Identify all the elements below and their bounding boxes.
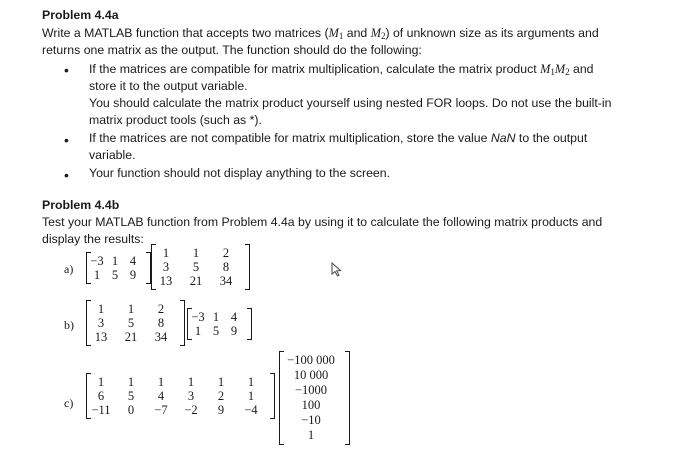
matrix-a-right-cell: 34 [219, 274, 233, 288]
matrix-c-left-cell: 0 [127, 403, 135, 417]
bullet-2-text-b: to the output [515, 131, 588, 145]
m1-symbol: M [328, 26, 339, 40]
product-m1: M [540, 62, 551, 76]
matrix-a-right-cell: 1 [162, 246, 170, 260]
matrix-a-right-cell: 5 [192, 260, 200, 274]
bullet-2-line-1 [89, 131, 587, 145]
matrix-c-left-cell: −11 [91, 403, 111, 417]
bullet-1-line-3: You should calculate the matrix product yourself using nested FOR loops. Do not use the built-in [89, 96, 612, 110]
problem-4-4a-heading: Problem 4.4a [42, 8, 119, 22]
matrix-c-left-cell: 1 [97, 375, 105, 389]
matrix-b-left-cell: 2 [157, 302, 165, 316]
intro-line-2: returns one matrix as the output. The function should do the following: [42, 43, 422, 57]
matrix-b-right-cell: 9 [230, 324, 238, 338]
matrix-c-left-cell: 1 [157, 375, 165, 389]
matrix-a-right-right-bracket [245, 244, 250, 290]
label-a: a) [64, 262, 74, 276]
label-c: c) [64, 396, 74, 410]
bullet-1-line-4: matrix product tools (such as *). [89, 113, 262, 127]
part-b-line-2: display the results: [42, 232, 144, 246]
intro-and: and [343, 26, 371, 40]
bullet-3-line: Your function should not display anything to the screen. [89, 166, 391, 180]
matrix-a-left-cell: −3 [90, 254, 104, 268]
problem-4-4b-heading: Problem 4.4b [42, 198, 120, 212]
bullet-2-text-a: If the matrices are not compatible for matrix multiplication, store the value [89, 131, 491, 145]
matrix-b-left-cell: 13 [94, 330, 108, 344]
matrix-b-left-cell: 5 [127, 316, 135, 330]
bullet-dot-2: • [64, 132, 69, 148]
matrix-a-right-cell: 1 [192, 246, 200, 260]
product-sub1: 1 [550, 67, 555, 77]
bullet-dot-1: • [64, 62, 69, 78]
matrix-a-left-cell: 4 [129, 254, 137, 268]
matrix-b-right-cell: 5 [212, 324, 220, 338]
matrix-a-left-cell: 5 [111, 268, 119, 282]
matrix-b-left-cell: 1 [97, 302, 105, 316]
matrix-c-right-cell: 100 [301, 398, 321, 412]
m1-subscript: 1 [338, 31, 344, 41]
bullet-1-line-1 [89, 62, 594, 77]
matrix-b-right-right-bracket [247, 308, 252, 340]
bullet-1-text: If the matrices are compatible for matrix multiplication, calculate the matrix product [89, 62, 541, 76]
matrix-c-left-cell: 6 [97, 389, 105, 403]
label-b: b) [64, 318, 74, 332]
m2-symbol: M [370, 26, 381, 40]
matrix-b-left-cell: 1 [127, 302, 135, 316]
intro-line-1 [42, 26, 599, 41]
bullet-2-line-2: variable. [89, 148, 136, 162]
matrix-c-left-cell: 9 [217, 403, 225, 417]
matrix-a-left-cell: 1 [111, 254, 119, 268]
mouse-pointer-icon [330, 262, 344, 278]
matrix-c-right-cell: −100 000 [287, 353, 335, 367]
matrix-c-left-cell: 2 [217, 389, 225, 403]
matrix-a-right-cell: 2 [222, 246, 230, 260]
matrix-c-left-cell: 1 [187, 375, 195, 389]
product-sub2: 2 [565, 67, 570, 77]
matrix-a-right-cell: 21 [189, 274, 203, 288]
part-b-line-1: Test your MATLAB function from Problem 4.4a by using it to calculate the following matrix products and [42, 215, 603, 229]
matrix-b-left-cell: 34 [154, 330, 168, 344]
matrix-c-left-cell: 1 [127, 375, 135, 389]
matrix-a-right-cell: 8 [222, 260, 230, 274]
matrix-b-left-cell: 8 [157, 316, 165, 330]
intro-text-2: ) of unknown size as its arguments and [385, 26, 599, 40]
matrix-c-left-right-bracket [270, 373, 275, 419]
matrix-c-right-cell: −10 [301, 413, 321, 427]
matrix-b-left-right-bracket [180, 300, 185, 346]
matrix-b-right-cell: 1 [212, 310, 220, 324]
matrix-c-left-cell: 5 [127, 389, 135, 403]
nan-value: NaN [490, 131, 516, 145]
matrix-b-left-cell: 21 [124, 330, 138, 344]
matrix-b-left-cell: 3 [97, 316, 105, 330]
matrix-c-left-cell: 1 [247, 389, 255, 403]
bullet-1-and: and [569, 62, 594, 76]
matrix-c-right-right-bracket [345, 351, 350, 445]
bullet-1-line-2: store it to the output variable. [89, 79, 248, 93]
matrix-a-left-cell: 1 [93, 268, 101, 282]
matrix-b-right-cell: 4 [230, 310, 238, 324]
matrix-a-right-cell: 13 [159, 274, 173, 288]
matrix-a-right-cell: 3 [162, 260, 170, 274]
matrix-b-right-cell: −3 [191, 310, 205, 324]
matrix-c-left-cell: 4 [157, 389, 165, 403]
intro-text-1: Write a MATLAB function that accepts two matrices ( [42, 26, 329, 40]
matrix-c-right-cell: −1000 [294, 383, 328, 397]
matrix-c-left-cell: 1 [217, 375, 225, 389]
matrix-c-left-cell: 3 [187, 389, 195, 403]
bullet-dot-3: • [64, 167, 69, 183]
matrix-c-left-cell: 1 [247, 375, 255, 389]
matrix-c-left-cell: −7 [154, 403, 168, 417]
product-m2: M [554, 62, 566, 76]
matrix-a-left-cell: 9 [129, 268, 137, 282]
matrix-b-right-cell: 1 [194, 324, 202, 338]
matrix-c-left-cell: −2 [184, 403, 198, 417]
matrix-c-left-cell: −4 [244, 403, 258, 417]
matrix-c-right-cell: 1 [307, 428, 315, 442]
matrix-c-right-cell: 10 000 [293, 368, 329, 382]
m2-subscript: 2 [380, 31, 386, 41]
